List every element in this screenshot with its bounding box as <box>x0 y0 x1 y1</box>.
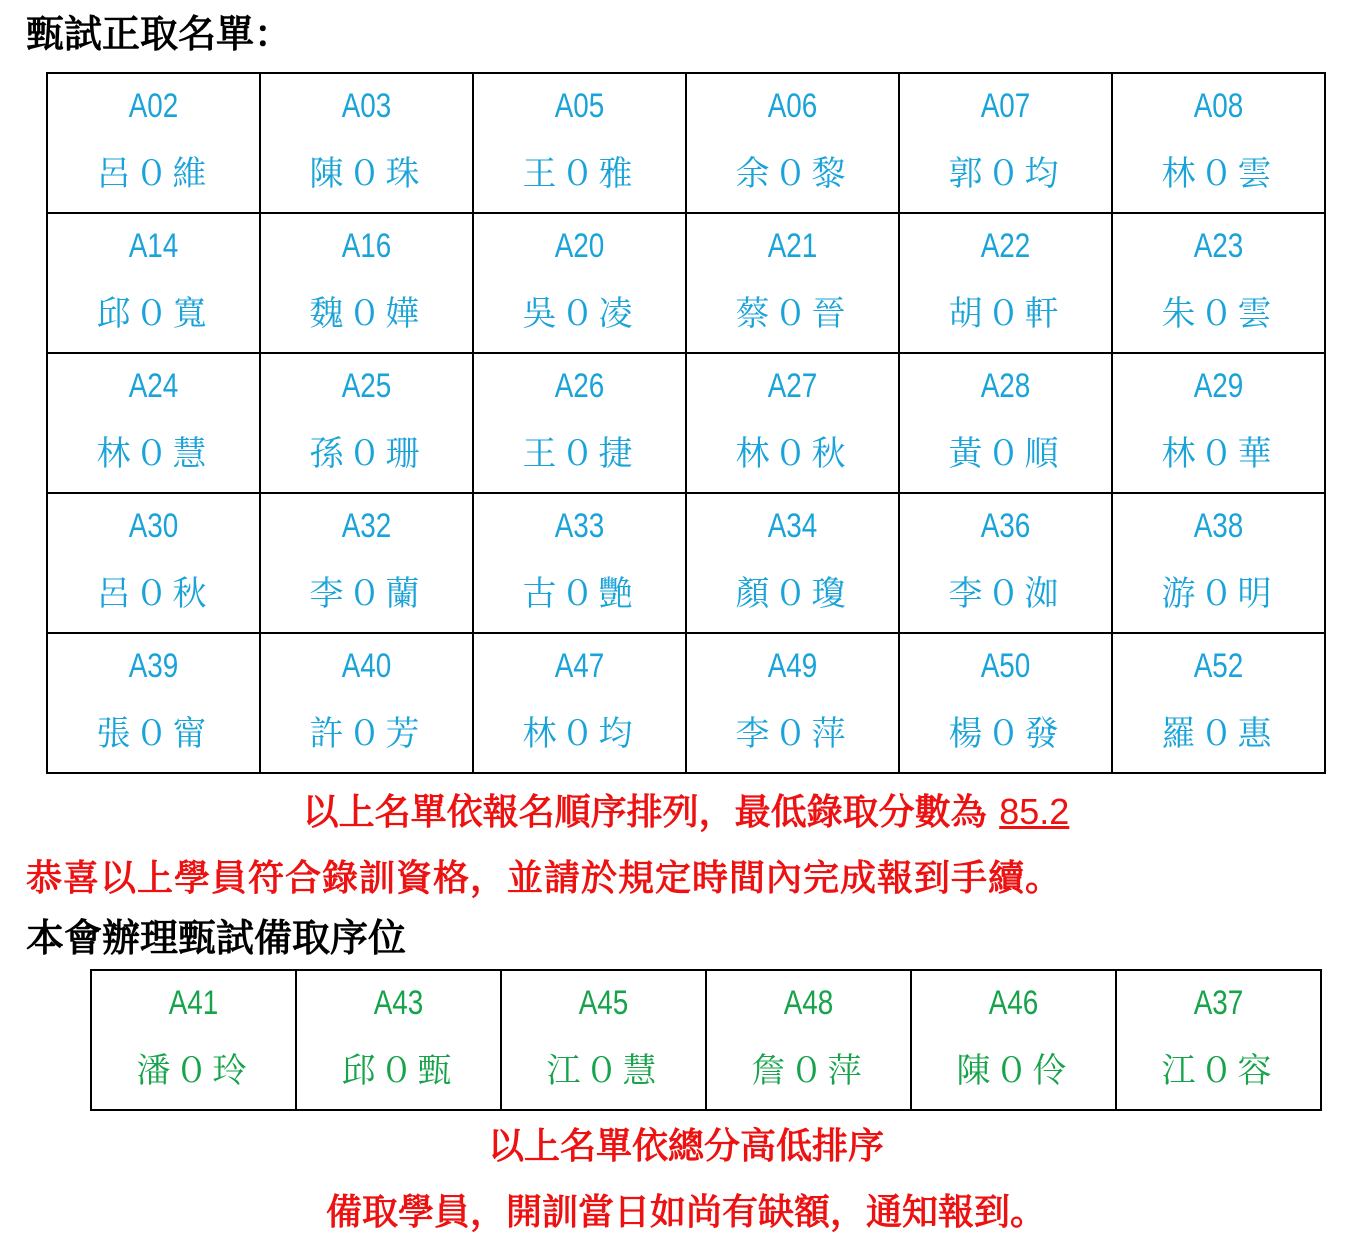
alternate-list-heading: 本會辦理甄試備取序位 <box>26 915 407 960</box>
admitted-name: 孫０珊 <box>309 434 424 474</box>
admitted-code: A02 <box>128 87 179 125</box>
admitted-cell <box>47 213 260 353</box>
admitted-cell <box>899 213 1112 353</box>
admitted-name: 李０蘭 <box>309 574 424 614</box>
admitted-code: A33 <box>554 507 605 545</box>
admitted-name: 許０芳 <box>309 714 424 754</box>
admitted-code: A22 <box>980 227 1031 265</box>
admitted-code: A16 <box>341 227 392 265</box>
admitted-row <box>47 633 1325 773</box>
admitted-name: 游０明 <box>1161 574 1276 614</box>
alternate-name: 詹０萍 <box>751 1051 866 1091</box>
alternate-name: 江０容 <box>1161 1051 1276 1091</box>
admitted-name: 楊０發 <box>948 714 1063 754</box>
admitted-code: A14 <box>128 227 179 265</box>
admitted-name: 林０秋 <box>735 434 850 474</box>
admitted-cell <box>686 633 899 773</box>
admitted-code: A03 <box>341 87 392 125</box>
admitted-name: 林０慧 <box>96 434 211 474</box>
alternate-cell <box>91 970 296 1110</box>
alternate-name: 邱０甄 <box>341 1051 456 1091</box>
admitted-name: 林０均 <box>522 714 637 754</box>
alternate-code: A45 <box>578 984 629 1022</box>
admitted-cell <box>473 73 686 213</box>
alternate-cell <box>501 970 706 1110</box>
admitted-name: 蔡０晉 <box>735 294 850 334</box>
admitted-code: A50 <box>980 647 1031 685</box>
admitted-code: A26 <box>554 367 605 405</box>
admitted-code: A28 <box>980 367 1031 405</box>
admitted-list-heading: 甄試正取名單： <box>26 11 293 56</box>
admitted-cell <box>686 353 899 493</box>
admitted-cell <box>1112 353 1325 493</box>
admitted-row <box>47 493 1325 633</box>
admitted-code: A47 <box>554 647 605 685</box>
admitted-name: 李０萍 <box>735 714 850 754</box>
alternate-code: A37 <box>1193 984 1244 1022</box>
admitted-cell <box>47 73 260 213</box>
admitted-cell <box>686 213 899 353</box>
admitted-code: A05 <box>554 87 605 125</box>
admitted-name: 古０艷 <box>522 574 637 614</box>
admitted-cell <box>260 353 473 493</box>
admitted-name: 魏０嬅 <box>309 294 424 334</box>
admitted-code: A23 <box>1193 227 1244 265</box>
admitted-code: A20 <box>554 227 605 265</box>
admitted-cell <box>47 493 260 633</box>
admitted-name: 胡０軒 <box>948 294 1063 334</box>
admitted-cell <box>260 73 473 213</box>
admitted-name: 羅０惠 <box>1161 714 1276 754</box>
admitted-cell <box>473 633 686 773</box>
admitted-cell <box>47 633 260 773</box>
alternate-name: 陳０伶 <box>956 1051 1071 1091</box>
admitted-cell <box>473 213 686 353</box>
admitted-name: 林０華 <box>1161 434 1276 474</box>
admitted-code: A06 <box>767 87 818 125</box>
admitted-code: A08 <box>1193 87 1244 125</box>
admitted-name: 朱０雲 <box>1161 294 1276 334</box>
admitted-cell <box>260 213 473 353</box>
alternate-cell <box>1116 970 1321 1110</box>
admitted-code: A27 <box>767 367 818 405</box>
admitted-cell <box>899 493 1112 633</box>
alternate-code: A48 <box>783 984 834 1022</box>
admitted-cell <box>1112 73 1325 213</box>
admitted-row <box>47 73 1325 213</box>
admitted-name: 顏０瓊 <box>735 574 850 614</box>
admitted-cell <box>1112 213 1325 353</box>
alternate-order-note: 以上名單依總分高低排序 <box>487 1125 884 1167</box>
admitted-code: A30 <box>128 507 179 545</box>
admitted-name: 吳０凌 <box>522 294 637 334</box>
alternate-list-table <box>90 969 1322 1111</box>
admitted-cell <box>473 493 686 633</box>
admitted-name: 陳０珠 <box>309 154 424 194</box>
admitted-code: A25 <box>341 367 392 405</box>
alternate-code: A41 <box>168 984 219 1022</box>
alternate-cell <box>296 970 501 1110</box>
admitted-cell <box>686 493 899 633</box>
admitted-cell <box>473 353 686 493</box>
admitted-name: 呂０秋 <box>96 574 211 614</box>
admitted-name: 張０甯 <box>96 714 211 754</box>
admitted-cell <box>899 353 1112 493</box>
admitted-name: 王０捷 <box>522 434 637 474</box>
admitted-name: 李０洳 <box>948 574 1063 614</box>
alternate-notice-note: 備取學員，開訓當日如尚有缺額，通知報到。 <box>325 1191 1046 1233</box>
admitted-code: A24 <box>128 367 179 405</box>
admitted-cell <box>686 73 899 213</box>
admitted-order-note <box>0 790 1372 834</box>
admitted-code: A38 <box>1193 507 1244 545</box>
admitted-code: A07 <box>980 87 1031 125</box>
congratulations-note: 恭喜以上學員符合錄訓資格，並請於規定時間內完成報到手續。 <box>26 857 1063 899</box>
alternate-name: 潘０玲 <box>136 1051 251 1091</box>
admitted-code: A29 <box>1193 367 1244 405</box>
alternate-cell <box>706 970 911 1110</box>
minimum-score: 85.2 <box>999 791 1070 832</box>
admitted-list-table <box>46 72 1326 774</box>
admitted-cell <box>47 353 260 493</box>
alternate-cell <box>911 970 1116 1110</box>
admitted-name: 王０雅 <box>522 154 637 194</box>
admitted-code: A21 <box>767 227 818 265</box>
admitted-code: A36 <box>980 507 1031 545</box>
admitted-name: 呂０維 <box>96 154 211 194</box>
alternate-code: A43 <box>373 984 424 1022</box>
admitted-name: 黃０順 <box>948 434 1063 474</box>
admitted-row <box>47 353 1325 493</box>
admitted-cell <box>899 73 1112 213</box>
admitted-order-note-text: 以上名單依報名順序排列，最低錄取分數為 <box>302 791 987 833</box>
admitted-code: A52 <box>1193 647 1244 685</box>
alternate-name: 江０慧 <box>546 1051 661 1091</box>
admitted-cell <box>260 633 473 773</box>
admitted-cell <box>260 493 473 633</box>
admitted-name: 邱０寬 <box>96 294 211 334</box>
admitted-name: 余０黎 <box>735 154 850 194</box>
admitted-cell <box>1112 633 1325 773</box>
admitted-code: A49 <box>767 647 818 685</box>
alternate-row <box>91 970 1321 1110</box>
admitted-code: A40 <box>341 647 392 685</box>
admitted-code: A32 <box>341 507 392 545</box>
admitted-cell <box>899 633 1112 773</box>
admitted-cell <box>1112 493 1325 633</box>
admitted-row <box>47 213 1325 353</box>
admitted-name: 林０雲 <box>1161 154 1276 194</box>
alternate-code: A46 <box>988 984 1039 1022</box>
admitted-name: 郭０均 <box>948 154 1063 194</box>
admitted-code: A34 <box>767 507 818 545</box>
admitted-code: A39 <box>128 647 179 685</box>
